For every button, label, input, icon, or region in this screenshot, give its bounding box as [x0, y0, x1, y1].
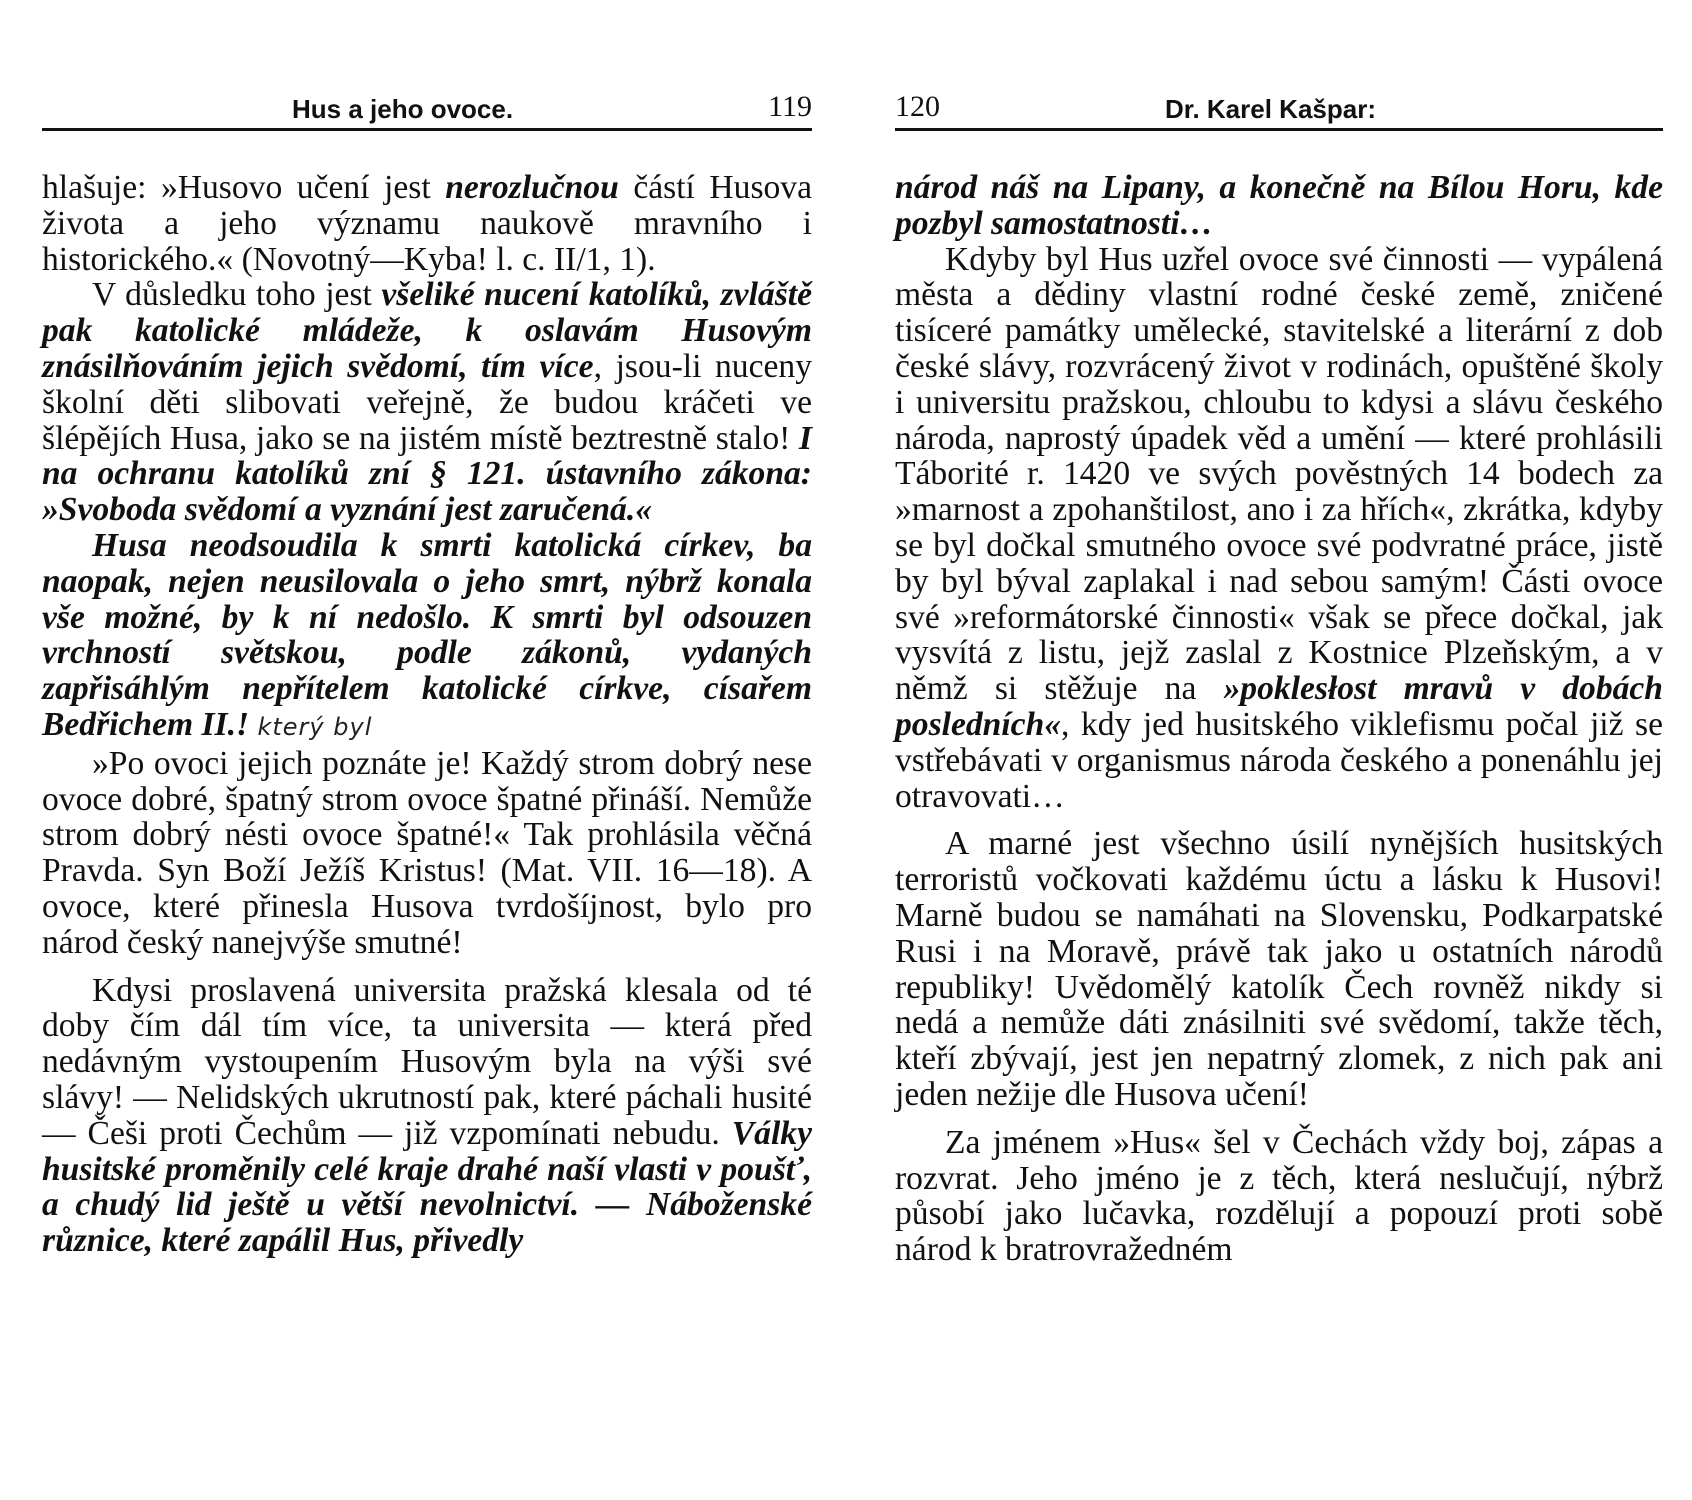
- right-page-body: [895, 170, 1663, 1268]
- paragraph: Husa neodsoudila k smrti katolická církev, ba naopak, nejen neusilovala o jeho smrt, nýbrž konala vše možné, by k ní nedošlo. K smrti byl odsouzen vrchností světskou, podle zákonů, vydaných zapřisáhlým nepřítelem katolické církve, císařem Bedřichem II.! který byl: [42, 526, 812, 743]
- paragraph: Za jménem »Hus« šel v Čechách vždy boj, zápas a rozvrat. Jeho jméno je z těch, která neslučují, nýbrž působí jako lučavka, rozdělují a popouzí proti sobě národ k bratrovražedném: [895, 1123, 1663, 1269]
- handwritten-note: který byl: [257, 712, 373, 741]
- left-page-header: [42, 88, 812, 131]
- left-page-body: [42, 170, 812, 1259]
- paragraph: hlašuje: »Husovo učení jest nerozlučnou částí Husova života a jeho významu naukově mravního i historického.« (Novotný—Kyba! l. c. II/1, 1).: [42, 169, 812, 278]
- paragraph: V důsledku toho jest všeliké nucení katolíků, zvláště pak katolické mládeže, k oslavám Husovým znásilňováním jejich svědomí, tím více, jsou-li nuceny školní děti slibovati veřejně, že budou kráčeti ve šlépějích Husa, jako se na jistém místě beztrestně stalo! I na ochranu katolíků zní § 121. ústavního zákona: »Svoboda svědomí a vyznání jest zaručená.«: [42, 276, 813, 529]
- paragraph: Kdyby byl Hus uzřel ovoce své činnosti — vypálená města a dědiny vlastní rodné české země, zničené tisíceré památky umělecké, stavitelské a literární z dob české slávy, rozvrácený život v rodinách, opuštěné školy i universitu pražskou, chloubu to kdysi a slávu českého národa, naprostý úpadek věd a umění — které prohlásili Táborité r. 1420 ve svých pověstných 14 bodech za »marnost a zpohanštilost, ano i za hřích«, zkrátka, kdyby se byl dočkal smutného ovoce své podvratné práce, jistě by byl býval zaplakal i nad sebou samým! Části ovoce své »reformátorské činnosti« však se přece dočkal, jak vysvítá z listu, jejž zaslal z Kostnice Plzeňským, a v němž si stěžuje na »poklesłost mravů v dobách posledních«, kdy jed husitského viklefismu počal již se vstřebávati v organismus národa českého a ponenáhlu jej otravovati…: [895, 240, 1663, 815]
- right-page: [895, 0, 1663, 1500]
- left-page: [42, 0, 812, 1500]
- paragraph: Kdysi proslavená universita pražská klesala od té doby čím dál tím více, ta universita — která před nedávným vystoupením Husovým byla na výši své slávy! — Nelidských ukrutností pak, které páchali husité — Češi proti Čechům — již vzpomínati nebudu. Války husitské proměnily celé kraje drahé naší vlasti v poušť, a chudý lid ještě u větší nevolnictví. — Náboženské různice, které zapálil Hus, přivedly: [42, 971, 812, 1260]
- paragraph: »Po ovoci jejich poznáte je! Každý strom dobrý nese ovoce dobré, špatný strom ovoce špatné přináší. Nemůže strom dobrý nésti ovoce špatné!« Tak prohlásila věčná Pravda. Syn Boží Ježíš Kristus! (Mat. VII. 16—18). A ovoce, které přinesla Husova tvrdošíjnost, bylo pro národ český nanejvýše smutné!: [42, 744, 812, 961]
- paragraph: národ náš na Lipany, a konečně na Bílou Horu, kde pozbyl samostatnosti…: [895, 169, 1663, 242]
- paragraph: A marné jest všechno úsilí nynějších husitských terroristů vočkovati každému úctu a lásku k Husovi! Marně budou se namáhati na Slovensku, Podkarpatské Rusi i na Moravě, právě tak jako u ostatních národů republiky! Uvědomělý katolík Čech rovněž nikdy si nedá a nemůže dáti znásilniti své svědomí, takže těch, kteří zbývají, jest jen nepatrný zlomek, z nich pak ani jeden nežije dle Husova učení!: [895, 825, 1663, 1113]
- page-number: 120: [895, 90, 940, 123]
- page-number: 119: [768, 90, 812, 123]
- right-page-header: [895, 88, 1663, 131]
- running-title: Hus a jeho ovoce.: [292, 94, 514, 124]
- running-title: Dr. Karel Kašpar:: [1165, 94, 1376, 124]
